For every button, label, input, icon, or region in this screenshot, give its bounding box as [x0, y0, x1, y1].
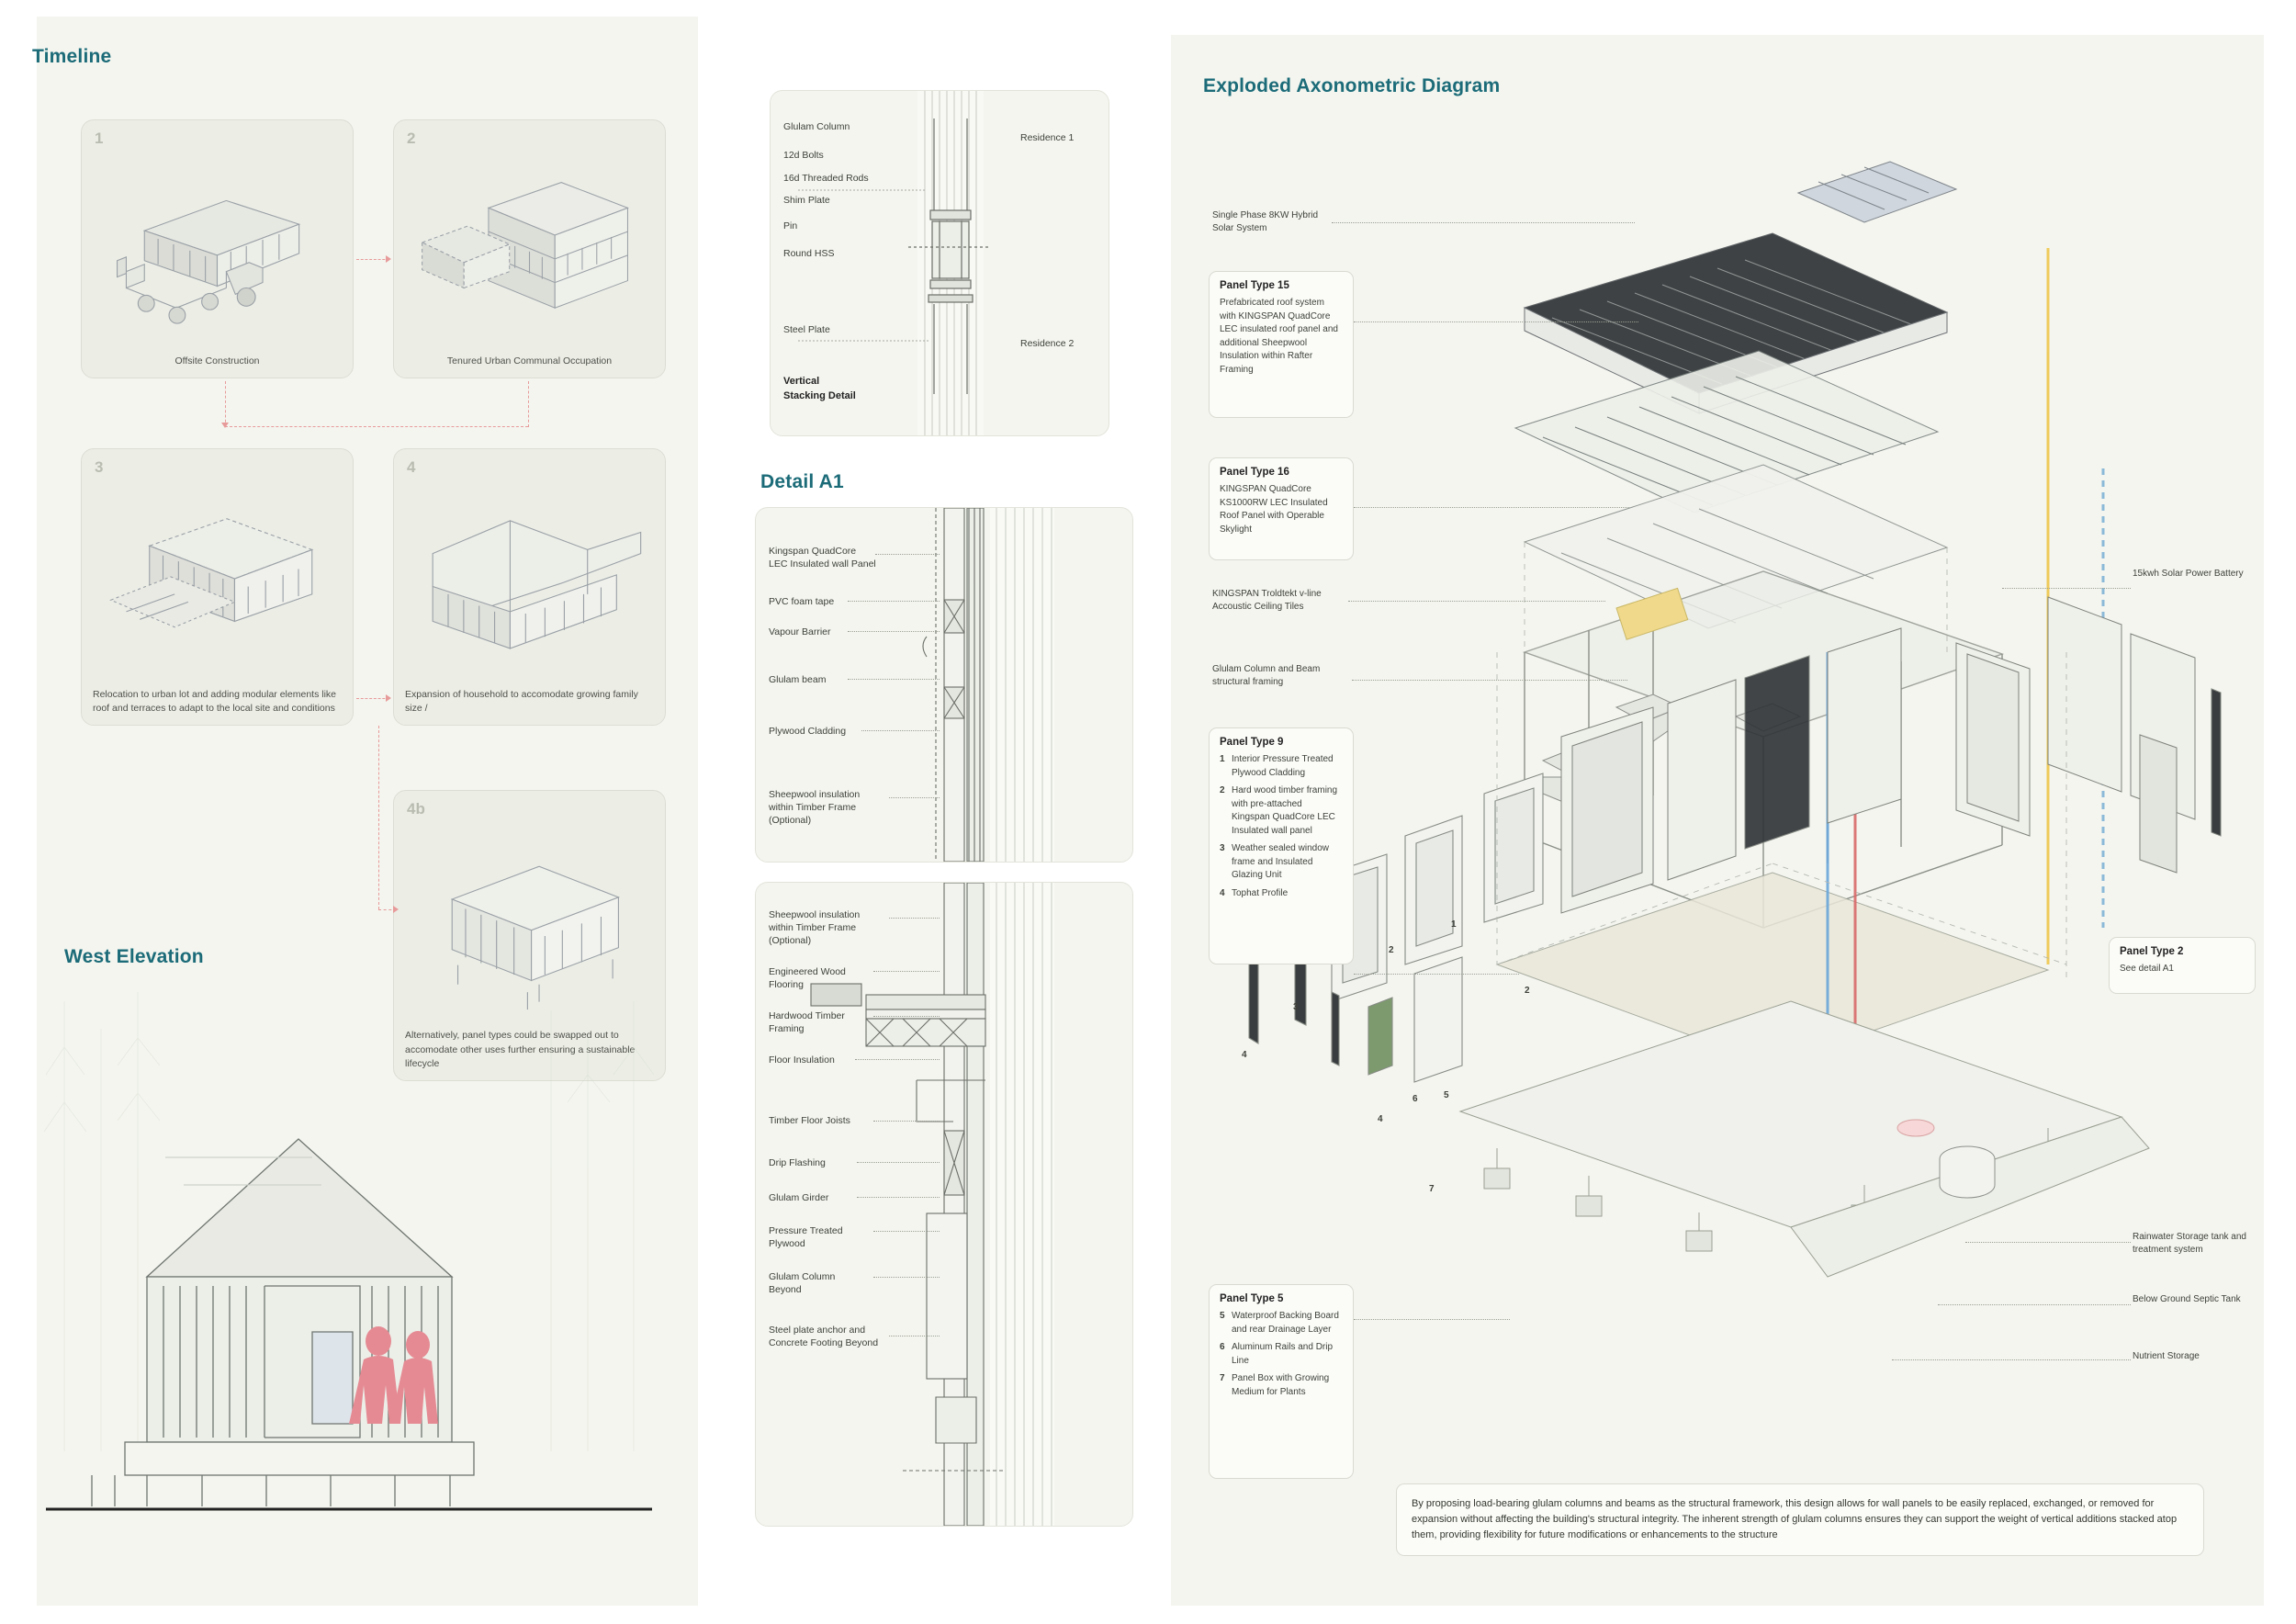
detail-label-pressure-treated-plywood: Pressure Treated Plywood [769, 1225, 843, 1250]
panel-item [1220, 1341, 1343, 1368]
timeline-card-3[interactable] [81, 448, 354, 726]
item-number: 7 [1220, 1373, 1225, 1383]
expansion-illustration [394, 473, 665, 682]
panel-item [1220, 1310, 1343, 1336]
urban-communal-illustration [394, 144, 665, 335]
panel-title: Panel Type 2 [2120, 946, 2184, 957]
timeline-step-caption: Alternatively, panel types could be swapped out to accomodate other uses further ensuring a sustainable lifecycle [405, 1030, 636, 1069]
panel-title: Panel Type 9 [1220, 737, 1284, 748]
stacking-label-residence-1: Residence 1 [1020, 132, 1075, 143]
annotation-rainwater-storage: Rainwater Storage tank and treatment system [2133, 1232, 2246, 1256]
leader-line [1965, 1242, 2131, 1243]
leader-line [1938, 1304, 2131, 1305]
leader-line [861, 730, 940, 731]
leader-line [889, 918, 940, 919]
timeline-step-number: 4b [407, 800, 425, 818]
detail-label-drip-flashing: Drip Flashing [769, 1157, 826, 1168]
timeline-card-1[interactable] [81, 119, 354, 378]
stacking-label-shim-plate: Shim Plate [783, 195, 830, 206]
item-text: Panel Box with Growing Medium for Plants [1232, 1373, 1330, 1397]
leader-line [1354, 321, 1638, 322]
west-elevation-title: West Elevation [64, 946, 204, 967]
panel-title: Panel Type 15 [1220, 280, 1289, 291]
detail-label-vapour-barrier: Vapour Barrier [769, 626, 831, 637]
leader-line [889, 797, 940, 798]
panel-title: Panel Type 16 [1220, 467, 1289, 478]
detail-label-glulam-beam: Glulam beam [769, 674, 827, 685]
offsite-construction-illustration [82, 144, 353, 335]
timeline-arrowhead [221, 423, 229, 428]
timeline-step-caption: Tenured Urban Communal Occupation [446, 355, 613, 367]
relocation-illustration [82, 473, 353, 682]
detail-label-sheepwool-insulation: Sheepwool insulation within Timber Frame (Optional) [769, 789, 861, 827]
detail-label-timber-floor-joists: Timber Floor Joists [769, 1115, 850, 1126]
annotation-nutrient-storage: Nutrient Storage [2133, 1351, 2200, 1361]
callout-number-2b: 2 [1525, 986, 1530, 996]
panel-type-16-box[interactable] [1209, 457, 1354, 560]
vertical-stacking-detail-card [770, 90, 1109, 436]
leader-line [848, 679, 940, 680]
panel-item [1220, 1372, 1343, 1399]
detail-label-glulam-girder: Glulam Girder [769, 1192, 829, 1203]
timeline-arrowhead [386, 694, 391, 702]
detail-label-engineered-wood-flooring: Engineered Wood Flooring [769, 966, 846, 991]
callout-number-3: 3 [1293, 1002, 1299, 1012]
leader-line [857, 1162, 940, 1163]
detail-label-steel-plate-anchor: Steel plate anchor and Concrete Footing Beyond [769, 1325, 879, 1349]
leader-line [857, 1197, 940, 1198]
panel-body: Prefabricated roof system with KINGSPAN QuadCore LEC insulated roof panel and additional Sheepwool Insulation within Rafter Framing [1220, 298, 1338, 375]
callout-number-7: 7 [1429, 1184, 1435, 1194]
stacking-label-residence-2: Residence 2 [1020, 338, 1075, 349]
annotation-septic-tank: Below Ground Septic Tank [2133, 1294, 2241, 1304]
item-number: 5 [1220, 1311, 1225, 1321]
panel-items [1220, 1310, 1343, 1399]
leader-line [1354, 1319, 1510, 1320]
detail-label-kingspan-wall-panel: Kingspan QuadCore LEC Insulated wall Panel [769, 546, 876, 570]
leader-line [873, 971, 940, 972]
panel-body: KINGSPAN QuadCore KS1000RW LEC Insulated Roof Panel with Operable Skylight [1220, 484, 1328, 535]
timeline-step-caption: Relocation to urban lot and adding modular elements like roof and terraces to adapt to the local site and conditions [93, 688, 336, 714]
annotation-ceiling-tiles: KINGSPAN Troldtekt v-line Accoustic Ceiling Tiles [1212, 589, 1322, 613]
panel-item [1220, 887, 1343, 901]
timeline-arrow-1-2 [356, 259, 389, 260]
panel-item [1220, 842, 1343, 883]
timeline-arrowhead [386, 255, 391, 263]
item-number: 3 [1220, 843, 1225, 853]
timeline-card-2[interactable] [393, 119, 666, 378]
item-number: 6 [1220, 1342, 1225, 1352]
stacking-label-glulam-column: Glulam Column [783, 121, 850, 132]
item-text: Waterproof Backing Board and rear Drainage Layer [1232, 1311, 1339, 1335]
timeline-step-caption: Offsite Construction [174, 355, 260, 367]
callout-number-2: 2 [1389, 945, 1394, 955]
detail-label-glulam-column-beyond: Glulam Column Beyond [769, 1271, 836, 1296]
timeline-arrow-wrap [225, 426, 528, 427]
panel-type-5-box[interactable] [1209, 1284, 1354, 1479]
timeline-step-number: 4 [407, 458, 416, 476]
leader-line [873, 1231, 940, 1232]
item-text: Hard wood timber framing with pre-attached Kingspan QuadCore LEC Insulated wall panel [1232, 785, 1338, 836]
panel-type-9-box[interactable] [1209, 727, 1354, 964]
detail-a1-lower-card [755, 882, 1133, 1527]
item-text: Tophat Profile [1232, 887, 1289, 898]
panel-item [1220, 784, 1343, 838]
panel-type-2-box[interactable] [2109, 937, 2256, 994]
axo-title: Exploded Axonometric Diagram [1203, 75, 1501, 96]
stacking-label-12d-bolts: 12d Bolts [783, 150, 824, 161]
stacking-label-16d-rods: 16d Threaded Rods [783, 173, 869, 184]
detail-label-plywood-cladding: Plywood Cladding [769, 726, 847, 737]
leader-line [873, 1121, 940, 1122]
leader-line [848, 631, 940, 632]
panel-type-15-box[interactable] [1209, 271, 1354, 418]
panel-body: See detail A1 [2120, 964, 2174, 974]
stacking-detail-title-line1: Vertical [783, 376, 820, 387]
callout-number-4: 4 [1242, 1050, 1247, 1060]
leader-line [1352, 680, 1627, 681]
west-elevation-drawing [37, 974, 661, 1525]
leader-line [873, 1016, 940, 1017]
timeline-arrowhead [393, 906, 399, 913]
leader-line [1354, 974, 1519, 975]
detail-a1-upper-card [755, 507, 1133, 863]
leader-line [875, 554, 940, 555]
timeline-step-caption: Expansion of household to accomodate growing family size / [405, 688, 638, 714]
leader-line [2002, 588, 2131, 589]
stacking-label-steel-plate: Steel Plate [783, 324, 830, 335]
panel-item [1220, 753, 1343, 780]
item-text: Weather sealed window frame and Insulated Glazing Unit [1232, 843, 1329, 880]
timeline-arrow-down [225, 381, 226, 427]
detail-label-hardwood-timber-framing: Hardwood Timber Framing [769, 1010, 845, 1035]
detail-label-floor-insulation: Floor Insulation [769, 1054, 835, 1066]
detail-label-pvc-foam-tape: PVC foam tape [769, 596, 835, 607]
annotation-glulam-framing: Glulam Column and Beam structural framing [1212, 664, 1321, 688]
item-number: 4 [1220, 887, 1225, 898]
stacking-label-pin: Pin [783, 220, 798, 231]
detail-a1-title: Detail A1 [760, 471, 844, 492]
callout-number-4b: 4 [1378, 1114, 1383, 1124]
item-number: 2 [1220, 785, 1225, 795]
item-text: Aluminum Rails and Drip Line [1232, 1342, 1334, 1366]
callout-number-5: 5 [1444, 1090, 1449, 1100]
timeline-arrow-3-4 [356, 698, 389, 699]
timeline-step-number: 1 [95, 130, 104, 147]
leader-line [873, 1277, 940, 1278]
annotation-solar-battery: 15kwh Solar Power Battery [2133, 569, 2244, 579]
panel-title: Panel Type 5 [1220, 1293, 1284, 1304]
item-number: 1 [1220, 754, 1225, 764]
timeline-arrow-4-4b [378, 726, 379, 909]
panel-items [1220, 753, 1343, 900]
design-note: By proposing load-bearing glulam columns and beams as the structural framework, this design allows for wall panels to be easily replaced, exchanged, or removed for expansion without affecting the building's structural integrity. The inherent strength of glulam columns ensures they can support the weight of vertical additions stacked atop them, providing flexibility for future modifications or enhancements to the structure [1396, 1483, 2204, 1556]
timeline-step-number: 2 [407, 130, 416, 147]
stacking-detail-title-line2: Stacking Detail [783, 390, 856, 401]
leader-line [855, 1059, 940, 1060]
detail-label-sheepwool-insulation-2: Sheepwool insulation within Timber Frame (Optional) [769, 909, 861, 947]
timeline-step-number: 3 [95, 458, 104, 476]
leader-line [1892, 1359, 2131, 1360]
annotation-solar-system: Single Phase 8KW Hybrid Solar System [1212, 210, 1319, 234]
leader-line [1354, 507, 1629, 508]
leader-line [1332, 222, 1635, 223]
timeline-card-4[interactable] [393, 448, 666, 726]
item-text: Interior Pressure Treated Plywood Cladding [1232, 754, 1334, 778]
leader-line [1348, 601, 1605, 602]
timeline-arrow-up [528, 381, 529, 427]
leader-line [848, 601, 940, 602]
stacking-label-round-hss: Round HSS [783, 248, 835, 259]
callout-number-6: 6 [1412, 1094, 1418, 1104]
callout-number-1: 1 [1451, 919, 1457, 930]
exploded-axonometric-illustration [1221, 138, 2250, 1451]
timeline-title: Timeline [32, 46, 112, 67]
